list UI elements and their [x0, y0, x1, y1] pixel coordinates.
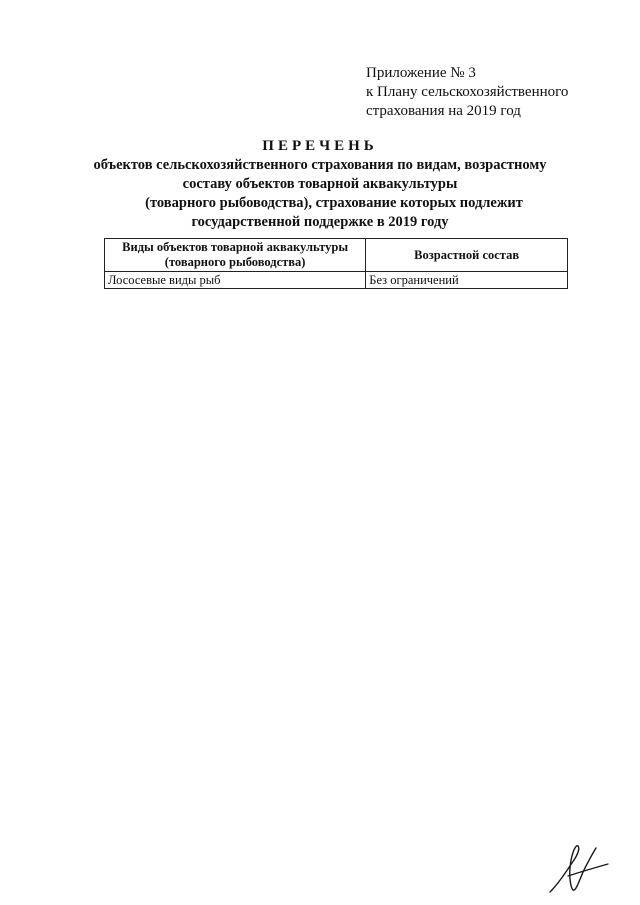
- signature-icon: [544, 838, 614, 896]
- subtitle-line-2: составу объектов товарной аквакультуры: [182, 176, 458, 192]
- appendix-line-2: к Плану сельскохозяйственного: [366, 84, 569, 100]
- cell-object-type: Лососевые виды рыб: [105, 272, 366, 289]
- header-object-types-line-2: (товарного рыбоводства): [164, 255, 306, 269]
- header-age-composition: [366, 239, 568, 272]
- subtitle-line-4: государственной поддержке в 2019 году: [191, 214, 449, 230]
- subtitle-line-1: объектов сельскохозяйственного страхования по видам, возрастному: [93, 157, 547, 173]
- table-row: [105, 272, 568, 289]
- header-object-types: [105, 239, 366, 272]
- header-age-composition-line-1: Возрастной состав: [414, 247, 520, 262]
- objects-table: [104, 238, 568, 289]
- document-title: ПЕРЕЧЕНЬ: [262, 138, 378, 154]
- cell-age-composition: Без ограничений: [366, 272, 568, 289]
- appendix-line-3: страхования на 2019 год: [366, 103, 521, 119]
- appendix-note: [366, 64, 616, 121]
- document-heading: [60, 136, 580, 232]
- header-object-types-line-1: Виды объектов товарной аквакультуры: [122, 240, 349, 254]
- table-header-row: [105, 239, 568, 272]
- subtitle-line-3: (товарного рыбоводства), страхование которых подлежит: [145, 195, 523, 211]
- document-subtitle: [60, 156, 580, 232]
- appendix-line-1: Приложение № 3: [366, 65, 476, 81]
